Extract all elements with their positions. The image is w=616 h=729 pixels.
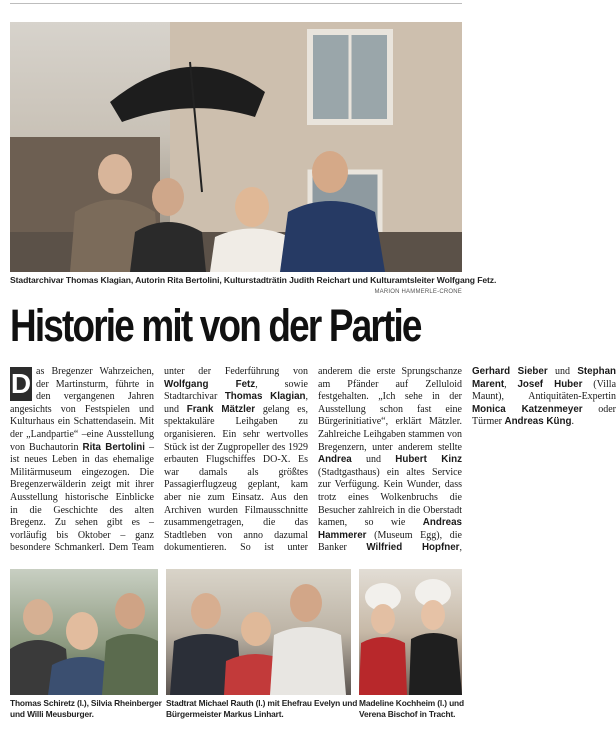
event-photo-3-illustration xyxy=(359,569,462,695)
caption-line: Madeline Kochheim (l.) und xyxy=(359,698,464,708)
article-text: , und xyxy=(164,391,309,415)
person-name: Frank Mätzler xyxy=(186,403,256,415)
article-paragraph xyxy=(10,366,616,566)
main-photo xyxy=(10,22,462,272)
article-text: (Museum Egg), die Banker xyxy=(318,529,462,554)
article-text: – ist neues Leben in das ehemalige Militärmuseum eingezogen. Die Bregenzerwälderin zeigt mit ihrer Ausstellung historische Einblicke in die Geschichte des alten Bregenz. Zu sehen gibt es – vorläufig bis Oktober – ganz besondere Schmankerl. Dem Team unter der Federführung von xyxy=(10,366,308,554)
caption-line: und Willi Meusburger. xyxy=(10,709,94,719)
event-photo-2-caption xyxy=(166,698,356,720)
person-name: Andreas Hammerer xyxy=(318,517,462,541)
caption-line: Bürgermeister Markus Linhart. xyxy=(166,709,284,719)
article-text: . xyxy=(571,416,574,428)
main-photo-caption: Stadtarchivar Thomas Klagian, Autorin Rita Bertolini, Kulturstadträtin Judith Reichart und Kulturamtsleiter Wolfgang Fetz. xyxy=(10,275,497,285)
person-name: Josef Huber xyxy=(517,378,583,390)
article-body xyxy=(10,366,616,566)
article-text: (Stadtgasthaus) ein altes Service zur Verfügung. Kein Wunder, dass trotz eines Wolkenbruchs die Besucher zahlreich in die Oberstadt kamen, so wie xyxy=(318,466,462,529)
article-text: as Bregenzer Wahrzeichen, der Martinsturm, führte in den vergangenen Jahren angesichts von Festspielen und Kulturhaus ein Schattendasein. Mit der „Landpartie“ –eine Ausstellung von Buchautorin xyxy=(10,366,154,453)
person-name: Monica Katzenmeyer xyxy=(472,403,583,415)
article-text: gelang es, spektakuläre Leihgaben zu organisieren. Ein sehr wertvolles Stück ist der Zugpropeller des 1929 erbauten Flugschiffes DO-X. Es war damals als größtes Passagierflugzeug geplant, kam aber nie zum Einsatz. Aus den Archiven wurden Filmausschnitte zusammengetragen, die das Stadtleben von anno dazumal dokumentieren. So ist unter anderem die erste Sprungschanze am Pfänder auf Zelluloid festgehalten. „Ich sehe in der Ausstellung schon fast eine Bürgerinitiative“, erklärt Mätzler. Zahlreiche Leihgaben stammen von Bregenzern, unter anderem stellte xyxy=(164,366,462,554)
event-photo-3 xyxy=(359,569,462,695)
article-text: und xyxy=(366,454,382,466)
photo-credit: MARION HAMMERLE-CRONE xyxy=(374,289,462,295)
person-name: Wolfgang Fetz xyxy=(164,378,256,390)
event-photo-1 xyxy=(10,569,158,695)
person-name: Stephan Marent xyxy=(472,366,616,390)
person-name: Andreas Küng xyxy=(504,416,572,428)
person-name: Wilfried Hopfner xyxy=(366,542,460,554)
article-text: und xyxy=(555,366,570,377)
main-photo-illustration xyxy=(10,22,462,272)
event-photo-2 xyxy=(166,569,351,695)
article-text: , xyxy=(459,542,462,554)
article-text: oder Türmer xyxy=(472,403,616,428)
caption-line: Verena Bischof in Tracht. xyxy=(359,709,456,719)
person-name: Andrea xyxy=(318,454,352,466)
event-photo-3-caption xyxy=(359,698,477,720)
event-photo-2-illustration xyxy=(166,569,351,695)
event-photo-1-caption xyxy=(10,698,162,720)
person-name: Thomas Klagian xyxy=(224,391,306,403)
top-rule xyxy=(10,3,462,4)
person-name: Hubert Kinz xyxy=(395,454,462,466)
article-text: , xyxy=(504,378,507,390)
article-text: (Villa Maunt), Antiquitäten-Expertin xyxy=(472,378,616,403)
caption-line: Stadtrat Michael Rauth (l.) mit Ehefrau Evelyn und xyxy=(166,698,358,708)
caption-line: Thomas Schiretz (l.), Silvia Rheinberger xyxy=(10,698,162,708)
article-headline: Historie mit von der Partie xyxy=(10,300,421,351)
person-name: Rita Bertolini xyxy=(82,441,145,453)
event-photo-1-illustration xyxy=(10,569,158,695)
person-name: Gerhard Sieber xyxy=(472,366,548,377)
drop-cap: D xyxy=(10,368,32,399)
article-text: , sowie Stadtarchivar xyxy=(164,378,308,403)
